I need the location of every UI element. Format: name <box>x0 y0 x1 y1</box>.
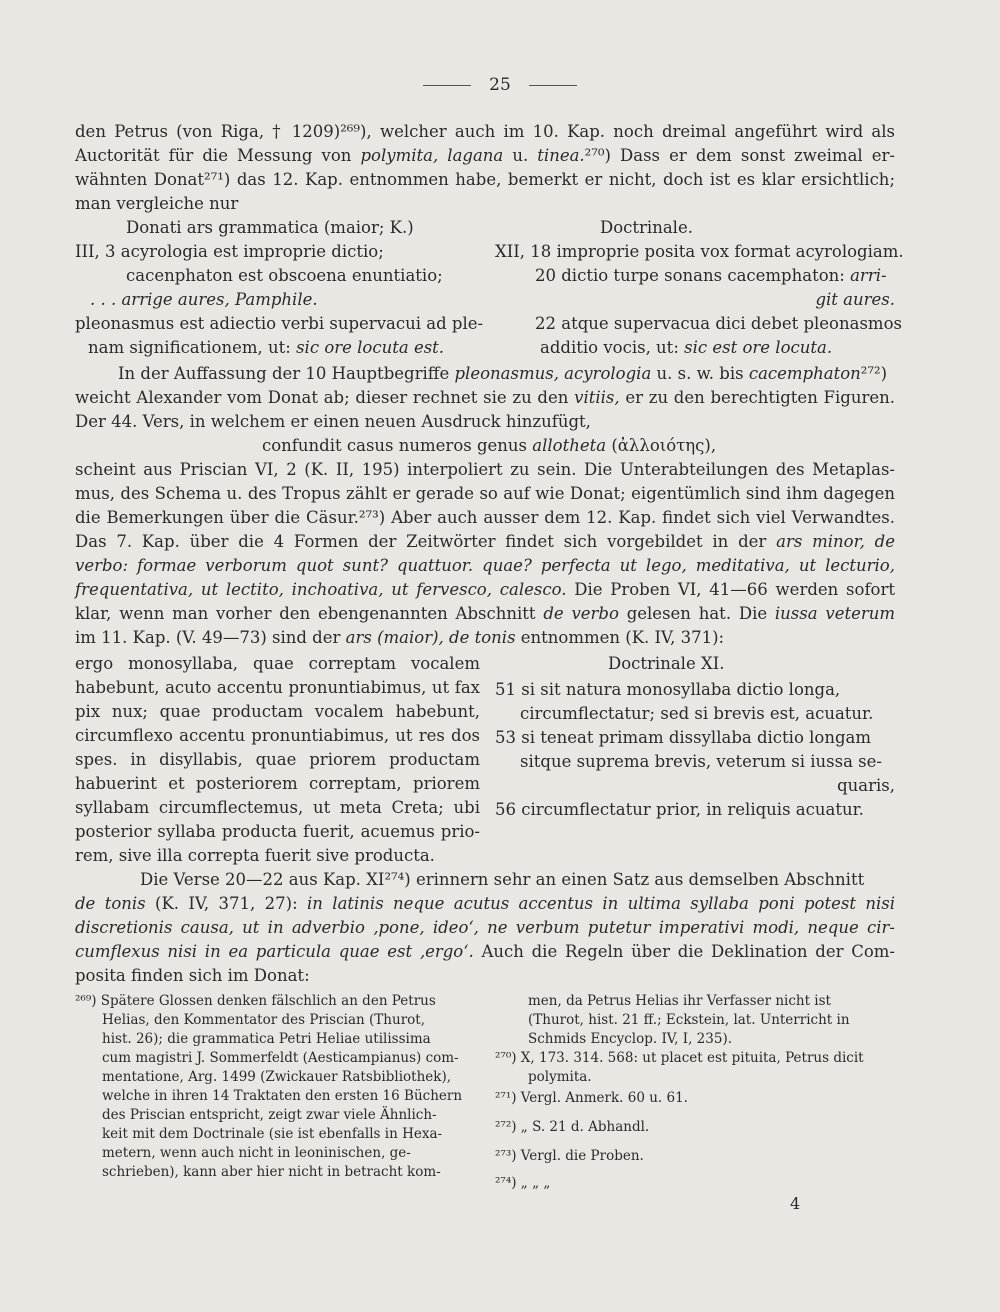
text-line: confundit casus numeros genus allotheta (ἀλλοιότης), <box>262 436 717 455</box>
text-line: wähnten Donat²⁷¹) das 12. Kap. entnommen habe, bemerkt er nicht, doch ist es klar ersichtlich; <box>75 170 895 189</box>
compare2-left-line: posterior syllaba producta fuerit, acuemus prio- <box>75 822 480 841</box>
text-line: den Petrus (von Riga, † 1209)²⁶⁹), welcher auch im 10. Kap. noch dreimal angeführt wird als <box>75 122 895 141</box>
footnote-line: keit mit dem Doctrinale (sie ist ebenfalls in Hexa- <box>102 1126 443 1142</box>
footnote-line: ²⁷¹) Vergl. Anmerk. 60 u. 61. <box>495 1090 688 1106</box>
text-line: Die Verse 20—22 aus Kap. XI²⁷⁴) erinnern sehr an einen Satz aus demselben Abschnitt <box>140 870 865 889</box>
text-line: im 11. Kap. (V. 49—73) sind der ars (maior), de tonis entnommen (K. IV, 371): <box>75 628 725 647</box>
compare-left-line: cacenphaton est obscoena enuntiatio; <box>126 266 443 285</box>
compare-left-heading: Donati ars grammatica (maior; K.) <box>126 218 414 237</box>
page-header <box>0 72 1000 98</box>
compare-left-line: nam significationem, ut: sic ore locuta est. <box>88 338 445 357</box>
signature-mark: 4 <box>790 1194 801 1213</box>
text-line: de tonis (K. IV, 371, 27): in latinis neque acutus accentus in ultima syllaba poni potest nisi <box>75 894 895 913</box>
compare2-left-line: circumflexo accentu pronuntiabimus, ut res dos <box>75 726 480 745</box>
header-rule-right <box>529 85 577 86</box>
text-line: man vergleiche nur <box>75 194 239 213</box>
compare-right-line: XII, 18 improprie posita vox format acyrologiam. <box>495 242 904 261</box>
footnote-line: men, da Petrus Helias ihr Verfasser nicht ist <box>528 993 831 1009</box>
compare-right-heading: Doctrinale. <box>600 218 693 237</box>
footnote-line: ²⁷⁴) „ „ „ <box>495 1175 551 1191</box>
footnote-line: ²⁷⁰) X, 173. 314. 568: ut placet est pituita, Petrus dicit <box>495 1050 864 1066</box>
footnote-line: ²⁷²) „ S. 21 d. Abhandl. <box>495 1119 650 1135</box>
compare-right-line: 20 dictio turpe sonans cacemphaton: arri- <box>535 266 887 285</box>
compare-right-line: 22 atque supervacua dici debet pleonasmos <box>535 314 902 333</box>
footnote-line: des Priscian entspricht, zeigt zwar viele Ähnlich- <box>102 1107 437 1123</box>
footnote-line: hist. 26); die grammatica Petri Heliae utilissima <box>102 1031 431 1047</box>
text-line: scheint aus Priscian VI, 2 (K. II, 195) interpoliert zu sein. Die Unterabteilungen des Metaplas- <box>75 460 895 479</box>
text-line: discretionis causa, ut in adverbio ‚pone, ideo‘, ne verbum putetur imperativi modi, neque cir- <box>75 918 895 937</box>
text-line: weicht Alexander vom Donat ab; dieser rechnet sie zu den vitiis, er zu den berechtigten Figuren. <box>75 388 895 407</box>
compare2-right-line: 51 si sit natura monosyllaba dictio longa, <box>495 680 841 699</box>
text-line: In der Auffassung der 10 Hauptbegriffe pleonasmus, acyrologia u. s. w. bis cacemphaton²⁷²) <box>118 364 888 383</box>
page-number: 25 <box>489 75 511 95</box>
footnote-line: welche in ihren 14 Traktaten den ersten 16 Büchern <box>102 1088 463 1104</box>
footnote-line: polymita. <box>528 1069 592 1085</box>
compare2-right-heading: Doctrinale XI. <box>608 654 725 673</box>
footnote-line: mentatione, Arg. 1499 (Zwickauer Ratsbibliothek), <box>102 1069 451 1085</box>
text-line: posita finden sich im Donat: <box>75 966 310 985</box>
compare2-left-line: habebunt, acuto accentu pronuntiabimus, ut fax <box>75 678 480 697</box>
footnote-line: Helias, den Kommentator des Priscian (Thurot, <box>102 1012 425 1028</box>
text-line: frequentativa, ut lectito, inchoativa, ut fervesco, calesco. Die Proben VI, 41—66 werden sofort <box>75 580 895 599</box>
compare-left-line: . . . arrige aures, Pamphile. <box>90 290 318 309</box>
text-line: Der 44. Vers, in welchem er einen neuen Ausdruck hinzufügt, <box>75 412 591 431</box>
compare-right-line: git aures. <box>815 290 895 309</box>
compare2-right-line: sitque suprema brevis, veterum si iussa se- <box>520 752 882 771</box>
compare2-right-line: circumflectatur; sed si brevis est, acuatur. <box>520 704 874 723</box>
text-line: klar, wenn man vorher den ebengenannten Abschnitt de verbo gelesen hat. Die iussa veterum <box>75 604 896 623</box>
text-line: verbo: formae verborum quot sunt? quattuor. quae? perfecta ut lego, meditativa, ut lecturio, <box>75 556 895 575</box>
footnote-line: schrieben), kann aber hier nicht in betracht kom- <box>102 1164 441 1180</box>
compare-left-line: pleonasmus est adiectio verbi supervacui ad ple- <box>75 314 484 333</box>
compare2-left-line: rem, sive illa correpta fuerit sive producta. <box>75 846 435 865</box>
compare2-left-line: pix nux; quae productam vocalem habebunt, <box>75 702 480 721</box>
compare2-left-line: spes. in disyllabis, quae priorem productam <box>75 750 480 769</box>
header-rule-left <box>423 85 471 86</box>
footnote-line: metern, wenn auch nicht in leoninischen, ge- <box>102 1145 411 1161</box>
compare-right-line: additio vocis, ut: sic est ore locuta. <box>540 338 833 357</box>
compare2-right-line: 53 si teneat primam dissyllaba dictio longam <box>495 728 872 747</box>
footnote-line: Schmids Encyclop. IV, I, 235). <box>528 1031 732 1047</box>
text-line: die Bemerkungen über die Cäsur.²⁷³) Aber auch ausser dem 12. Kap. findet sich viel Verwandtes. <box>75 508 895 527</box>
text-line: Auctorität für die Messung von polymita, lagana u. tinea.²⁷⁰) Dass er dem sonst zweimal er- <box>75 146 895 165</box>
text-line: Das 7. Kap. über die 4 Formen der Zeitwörter findet sich vorgebildet in der ars minor, de <box>75 532 896 551</box>
compare2-left-line: ergo monosyllaba, quae correptam vocalem <box>75 654 480 673</box>
footnote-line: cum magistri J. Sommerfeldt (Aesticampianus) com- <box>102 1050 459 1066</box>
text-line: mus, des Schema u. des Tropus zählt er gerade so auf wie Donat; eigentümlich sind ihm dagegen <box>75 484 895 503</box>
compare-left-line: III, 3 acyrologia est improprie dictio; <box>75 242 384 261</box>
compare2-right-line: quaris, <box>837 776 895 795</box>
footnote-line: ²⁶⁹) Spätere Glossen denken fälschlich an den Petrus <box>75 993 436 1009</box>
text-line: cumflexus nisi in ea particula quae est ‚ergo‘. Auch die Regeln über die Deklination der Com- <box>75 942 896 961</box>
compare2-right-line: 56 circumflectatur prior, in reliquis acuatur. <box>495 800 864 819</box>
compare2-left-line: syllabam circumflectemus, ut meta Creta; ubi <box>75 798 480 817</box>
compare2-left-line: habuerint et posteriorem correptam, priorem <box>75 774 480 793</box>
footnote-line: ²⁷³) Vergl. die Proben. <box>495 1148 644 1164</box>
footnote-line: (Thurot, hist. 21 ff.; Eckstein, lat. Unterricht in <box>528 1012 850 1028</box>
